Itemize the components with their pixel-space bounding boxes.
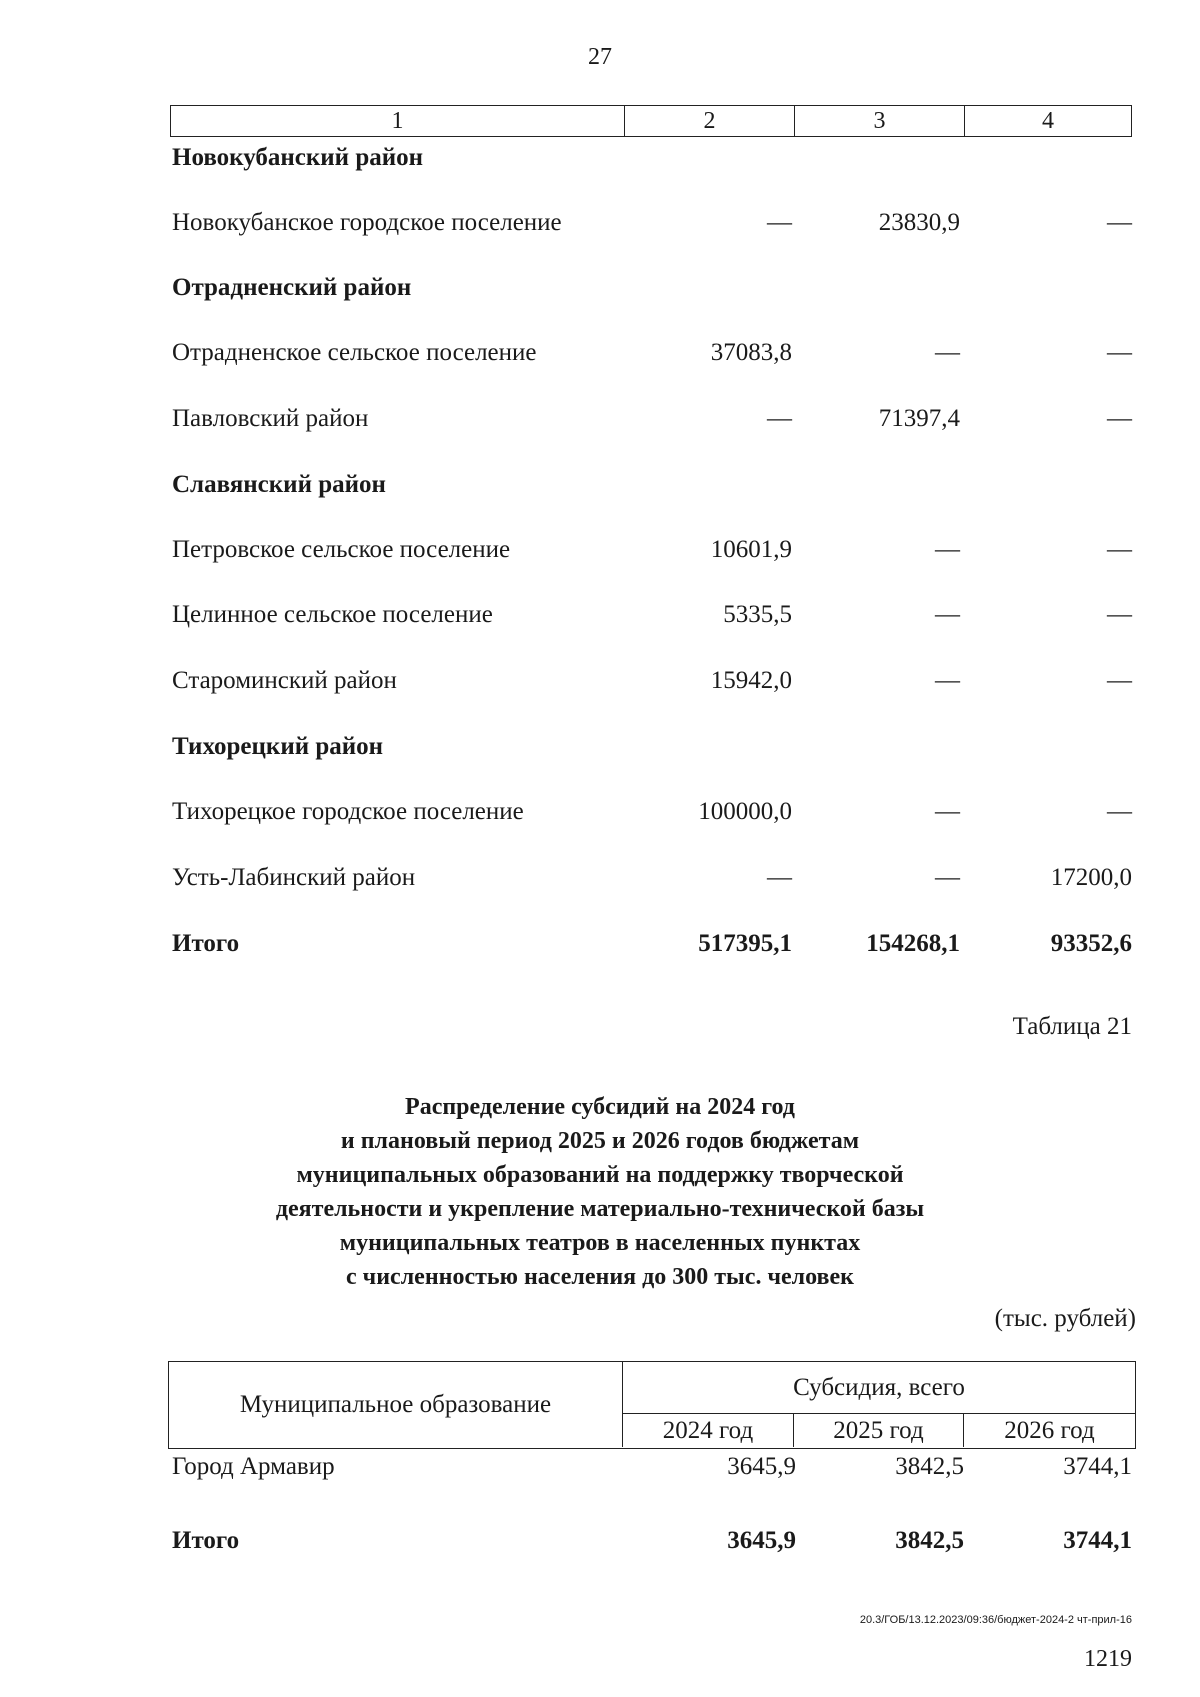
- value-2024: 3645,9: [727, 1453, 796, 1480]
- table-row: [0, 404, 1200, 434]
- table-row: [0, 732, 1200, 762]
- row-name: Отрадненский район: [172, 274, 412, 301]
- header-year-2025: 2025 год: [794, 1414, 964, 1447]
- value-2025: —: [935, 601, 960, 628]
- row-name: Петровское сельское поселение: [172, 536, 511, 563]
- table-row: [0, 797, 1200, 827]
- footer-page-number: 1219: [1084, 1646, 1132, 1672]
- value-2025: —: [935, 864, 960, 891]
- table-title-line: с численностью населения до 300 тыс. человек: [346, 1264, 854, 1290]
- table-title-line: муниципальных театров в населенных пунктах: [339, 1230, 861, 1256]
- table-row: [0, 535, 1200, 565]
- value-2025: —: [935, 536, 960, 563]
- value-2024: 37083,8: [710, 339, 792, 366]
- table-row: [0, 338, 1200, 368]
- footer-document-code: 20.3/ГОБ/13.12.2023/09:36/бюджет-2024-2 чт-прил-16: [859, 1614, 1132, 1626]
- header-year-2026: 2026 год: [1004, 1417, 1095, 1444]
- table1-header-col-2: 2: [625, 106, 795, 136]
- table-row: [0, 1452, 1200, 1482]
- value-2026: —: [1107, 209, 1132, 236]
- value-2026: —: [1107, 536, 1132, 563]
- total-2025: 154268,1: [866, 930, 960, 957]
- row-name: Целинное сельское поселение: [172, 601, 493, 628]
- value-2025: —: [935, 667, 960, 694]
- row-name: Итого: [172, 930, 240, 957]
- page-number: 27: [588, 44, 612, 70]
- table-title-line: и плановый период 2025 и 2026 годов бюджетам: [340, 1128, 860, 1154]
- table2-header: [168, 1361, 1136, 1449]
- value-2024: 10601,9: [710, 536, 792, 563]
- header-year-2024: 2024 год: [623, 1414, 794, 1447]
- table-title-line: Распределение субсидий на 2024 год: [405, 1094, 795, 1120]
- value-2024: —: [767, 405, 792, 432]
- value-2024: 15942,0: [710, 667, 792, 694]
- table-title-line: муниципальных образований на поддержку творческой: [296, 1162, 904, 1188]
- total-2024: 3645,9: [727, 1527, 796, 1554]
- row-name: Тихорецкое городское поселение: [172, 798, 524, 825]
- table-row: [0, 470, 1200, 500]
- header-subsidy: Субсидия, всего: [623, 1362, 1135, 1414]
- table-row: [0, 208, 1200, 238]
- table-row: [0, 600, 1200, 630]
- row-name: Отрадненское сельское поселение: [172, 339, 537, 366]
- table-label: Таблица 21: [1012, 1013, 1132, 1040]
- header-municipality: Муниципальное образование: [169, 1362, 623, 1447]
- row-name: Павловский район: [172, 405, 369, 432]
- value-2026: 3744,1: [1063, 1453, 1132, 1480]
- row-name: Новокубанский район: [172, 144, 424, 171]
- value-2025: 71397,4: [878, 405, 960, 432]
- row-name: Усть-Лабинский район: [172, 864, 416, 891]
- table-row: [0, 143, 1200, 173]
- table-total-row: [0, 1526, 1200, 1556]
- table-row: [0, 863, 1200, 893]
- row-name: Новокубанское городское поселение: [172, 209, 562, 236]
- value-2026: 17200,0: [1050, 864, 1132, 891]
- row-name: Город Армавир: [172, 1453, 335, 1480]
- total-2024: 517395,1: [698, 930, 792, 957]
- value-2026: —: [1107, 601, 1132, 628]
- row-name: Славянский район: [172, 471, 386, 498]
- row-name: Староминский район: [172, 667, 397, 694]
- table1-header-col-1: 1: [171, 106, 625, 136]
- value-2024: 5335,5: [723, 601, 792, 628]
- table-title-line: деятельности и укрепление материально-технической базы: [275, 1196, 925, 1222]
- value-2024: 100000,0: [698, 798, 792, 825]
- value-2025: —: [935, 798, 960, 825]
- row-name: Итого: [172, 1527, 240, 1554]
- row-name: Тихорецкий район: [172, 733, 384, 760]
- table-row: [0, 273, 1200, 303]
- value-2025: —: [935, 339, 960, 366]
- table1-header: [170, 105, 1132, 137]
- unit-label: (тыс. рублей): [994, 1305, 1136, 1332]
- table1-header-col-3: 3: [795, 106, 965, 136]
- table1-header-col-4: 4: [1042, 108, 1054, 134]
- total-2026: 93352,6: [1050, 930, 1132, 957]
- value-2026: —: [1107, 339, 1132, 366]
- value-2025: 3842,5: [895, 1453, 964, 1480]
- total-2025: 3842,5: [895, 1527, 964, 1554]
- value-2025: 23830,9: [878, 209, 960, 236]
- value-2024: —: [767, 864, 792, 891]
- value-2026: —: [1107, 798, 1132, 825]
- value-2024: —: [767, 209, 792, 236]
- table-row: [0, 666, 1200, 696]
- value-2026: —: [1107, 667, 1132, 694]
- total-2026: 3744,1: [1063, 1527, 1132, 1554]
- value-2026: —: [1107, 405, 1132, 432]
- table-total-row: [0, 929, 1200, 959]
